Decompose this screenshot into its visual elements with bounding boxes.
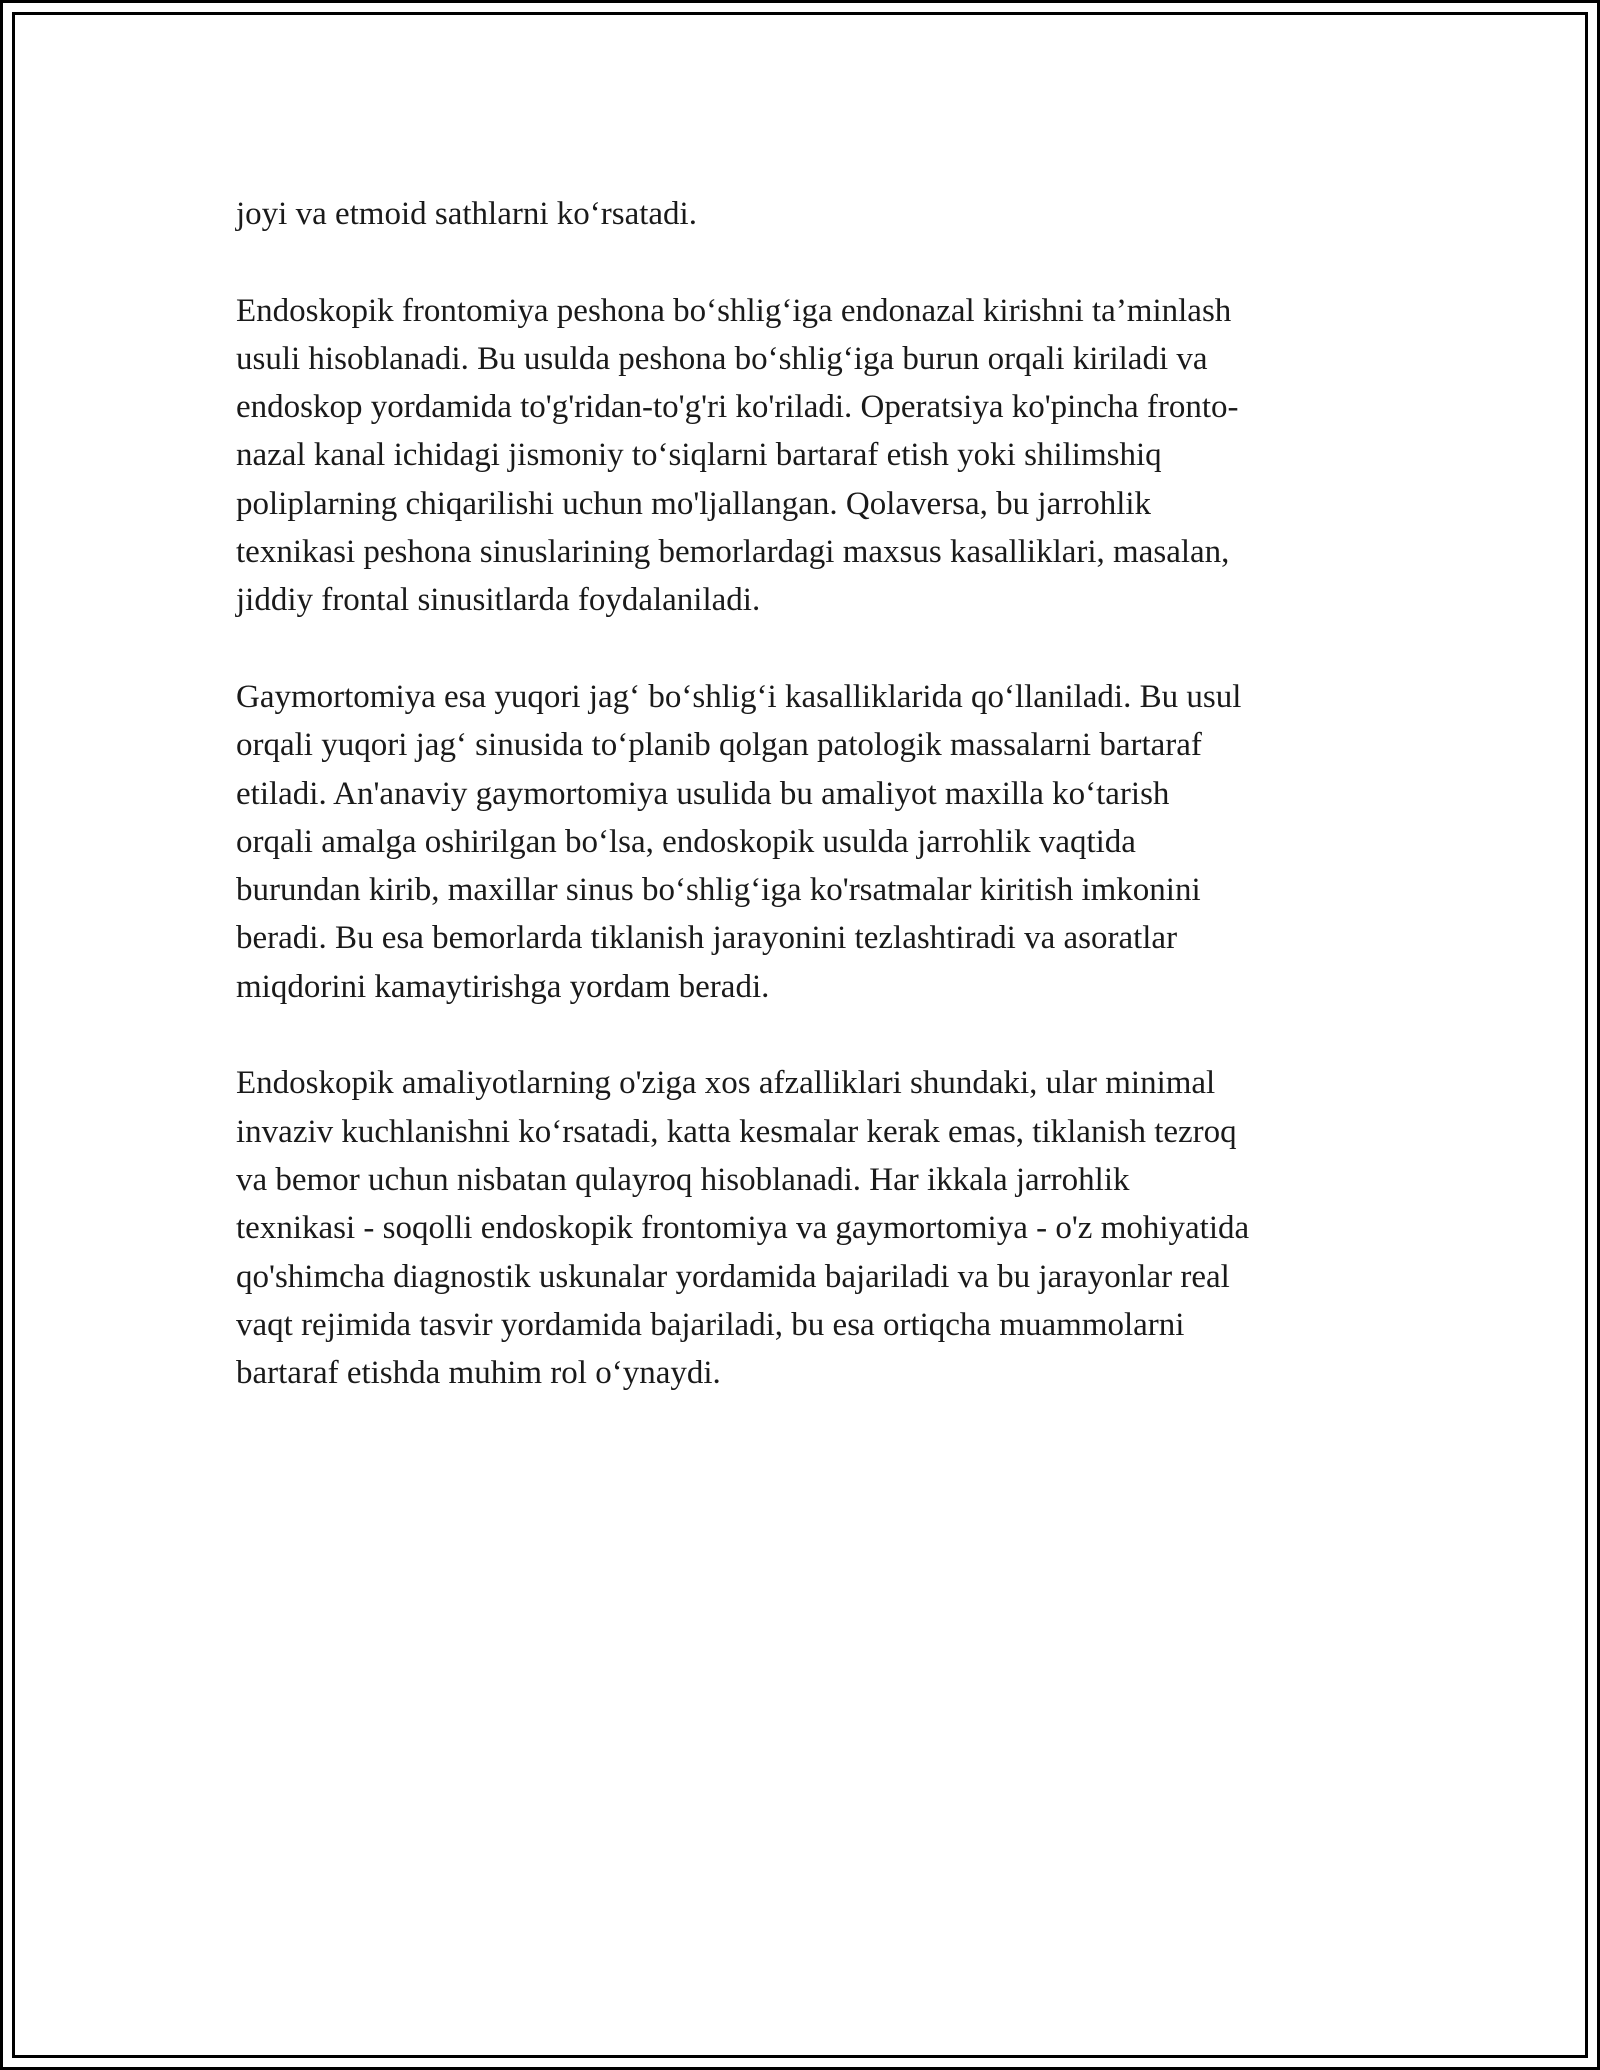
paragraph-line: joyi va etmoid sathlarni ko‘rsatadi. bbox=[236, 196, 697, 232]
paragraph-line: invaziv kuchlanishni ko‘rsatadi, katta kesmalar kerak emas, tiklanish tezroq bbox=[236, 1113, 1237, 1150]
document-body bbox=[236, 190, 1366, 1446]
paragraph-line: orqali yuqori jag‘ sinusida to‘planib qolgan patologik massalarni bartaraf bbox=[236, 727, 1202, 764]
paragraph-line: va bemor uchun nisbatan qulayroq hisoblanadi. Har ikkala jarrohlik bbox=[236, 1161, 1130, 1198]
paragraph-line: qo'shimcha diagnostik uskunalar yordamida bajariladi va bu jarayonlar real bbox=[236, 1258, 1230, 1295]
paragraph-line: Endoskopik frontomiya peshona bo‘shlig‘iga endonazal kirishni ta’minlash bbox=[236, 292, 1232, 329]
paragraph-2 bbox=[236, 287, 1366, 625]
paragraph-line: texnikasi peshona sinuslarining bemorlardagi maxsus kasalliklari, masalan, bbox=[236, 534, 1230, 571]
paragraph-line: orqali amalga oshirilgan bo‘lsa, endoskopik usulda jarrohlik vaqtida bbox=[236, 823, 1136, 860]
paragraph-line: bartaraf etishda muhim rol o‘ynaydi. bbox=[236, 1355, 721, 1392]
paragraph-line: beradi. Bu esa bemorlarda tiklanish jarayonini tezlashtiradi va asoratlar bbox=[236, 920, 1178, 957]
paragraph-line: nazal kanal ichidagi jismoniy to‘siqlarni bartaraf etish yoki shilimshiq bbox=[236, 437, 1162, 474]
paragraph-line: poliplarning chiqarilishi uchun mo'ljallangan. Qolaversa, bu jarrohlik bbox=[236, 485, 1152, 522]
paragraph-4 bbox=[236, 1059, 1366, 1397]
paragraph-3 bbox=[236, 673, 1366, 1011]
paragraph-line: jiddiy frontal sinusitlarda foydalaniladi. bbox=[236, 582, 761, 619]
paragraph-line: usuli hisoblanadi. Bu usulda peshona bo‘shlig‘iga burun orqali kiriladi va bbox=[236, 340, 1208, 377]
paragraph-line: texnikasi - soqolli endoskopik frontomiya va gaymortomiya - o'z mohiyatida bbox=[236, 1210, 1250, 1247]
paragraph-line: miqdorini kamaytirishga yordam beradi. bbox=[236, 968, 770, 1005]
paragraph-line: endoskop yordamida to'g'ridan-to'g'ri ko'riladi. Operatsiya ko'pincha fronto- bbox=[236, 389, 1239, 426]
paragraph-line: Endoskopik amaliyotlarning o'ziga xos afzalliklari shundaki, ular minimal bbox=[236, 1065, 1216, 1102]
paragraph-1 bbox=[236, 190, 1366, 238]
paragraph-line: burundan kirib, maxillar sinus bo‘shlig‘iga ko'rsatmalar kiritish imkonini bbox=[236, 872, 1201, 909]
paragraph-line: vaqt rejimida tasvir yordamida bajariladi, bu esa ortiqcha muammolarni bbox=[236, 1306, 1185, 1343]
paragraph-line: Gaymortomiya esa yuqori jag‘ bo‘shlig‘i kasalliklarida qo‘llaniladi. Bu usul bbox=[236, 678, 1242, 715]
paragraph-line: etiladi. An'anaviy gaymortomiya usulida bu amaliyot maxilla ko‘tarish bbox=[236, 775, 1170, 812]
